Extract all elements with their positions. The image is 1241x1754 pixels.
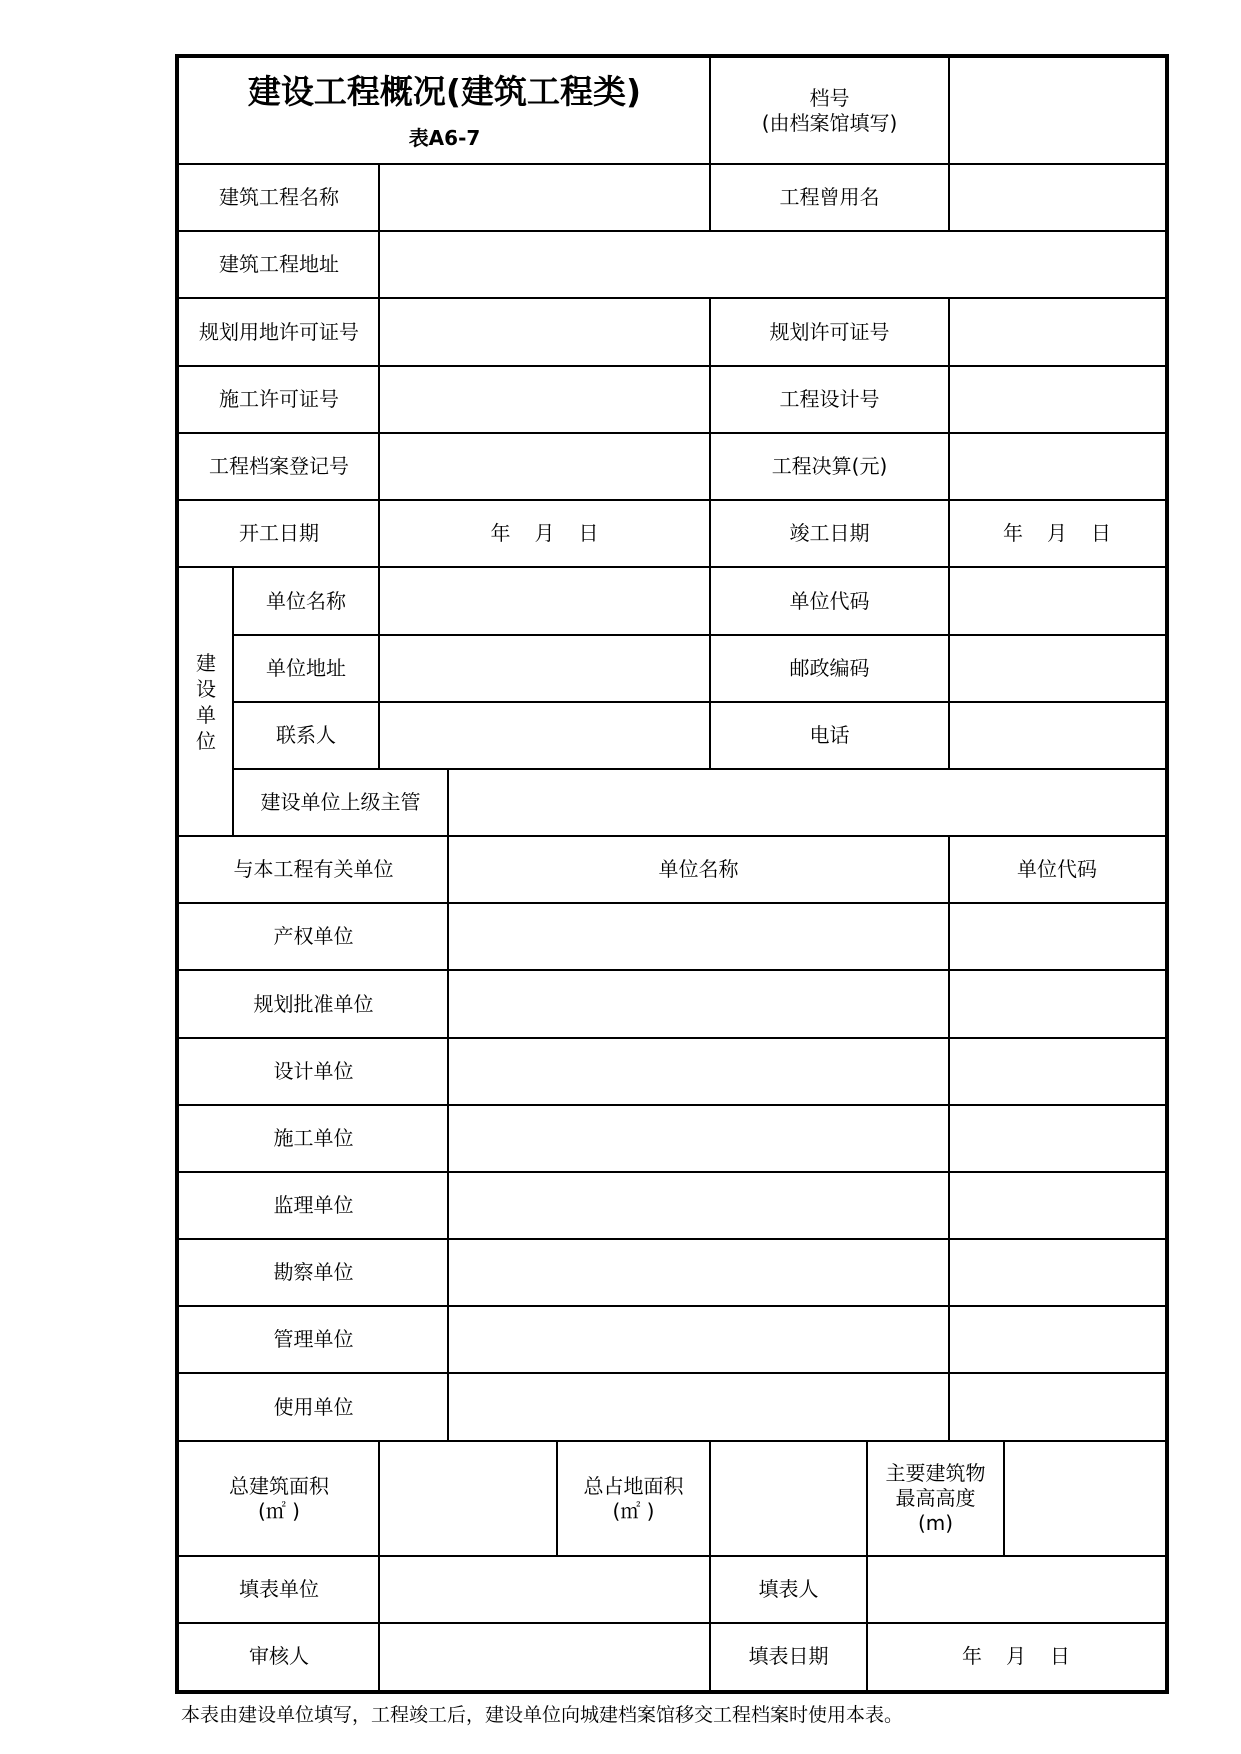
label-land-area-line: (㎡ ) [612,1498,655,1523]
input-fill-unit[interactable] [379,1556,710,1623]
project-overview-form [175,54,1169,1694]
label-filler: 填表人 [758,1577,819,1601]
date-part-1: 月 [534,521,555,545]
related-row-code-input[interactable] [949,1105,1165,1172]
related-row-name-input[interactable] [448,1239,949,1306]
related-row-name-input[interactable] [448,970,949,1038]
related-row-label: 使用单位 [273,1394,354,1419]
input-start-date[interactable] [379,500,710,567]
input-unit-address[interactable] [379,635,710,702]
label-project-name: 建筑工程名称 [219,185,339,209]
form-header [179,58,710,164]
label-max-height [867,1441,1004,1556]
date-part-0: 年 [490,521,511,545]
input-construction-permit[interactable] [379,366,710,433]
related-row-code-input[interactable] [949,1038,1165,1105]
input-max-height[interactable] [1004,1441,1165,1556]
label-unit-code: 单位代码 [789,588,870,613]
related-row-name-input[interactable] [448,1172,949,1239]
label-reviewer: 审核人 [249,1644,309,1668]
input-fill-date[interactable] [867,1623,1165,1690]
input-completion-date[interactable] [949,500,1165,567]
related-row-code-input[interactable] [949,1172,1165,1239]
label-fill-unit: 填表单位 [239,1577,319,1601]
label-final-account: 工程决算(元) [771,454,888,478]
label-fill-date: 填表日期 [748,1644,829,1668]
date-part-0: 年 [962,1644,982,1668]
date-part-0: 年 [1003,521,1023,545]
related-row-code-input[interactable] [949,970,1165,1038]
related-row-name-input[interactable] [448,1306,949,1373]
input-filler[interactable] [867,1556,1165,1623]
label-contact: 联系人 [276,723,336,747]
related-row-name-input[interactable] [448,1105,949,1172]
builder-group-char: 单 [196,702,216,727]
footer-note: 本表由建设单位填写，工程竣工后，建设单位向城建档案馆移交工程档案时使用本表。 [181,1704,904,1726]
label-phone: 电话 [809,723,850,747]
related-row-label: 勘察单位 [273,1260,354,1284]
archive-no-label [710,58,949,164]
label-construction-permit: 施工许可证号 [219,387,339,411]
related-row-name-input[interactable] [448,1373,949,1441]
label-max-height-line: 最高高度 [895,1486,976,1510]
related-row-code-input[interactable] [949,1239,1165,1306]
input-archive-reg-no[interactable] [379,433,710,500]
date-part-2: 日 [1050,1644,1070,1668]
date-part-2: 日 [578,521,599,545]
label-total-floor-area-line: 总建筑面积 [229,1473,329,1498]
label-former-name: 工程曾用名 [779,185,880,209]
input-unit-code[interactable] [949,567,1165,635]
label-max-height-line: 主要建筑物 [885,1461,986,1485]
related-row-name-input[interactable] [448,1038,949,1105]
label-unit-address: 单位地址 [266,656,346,680]
input-project-name[interactable] [379,164,710,231]
label-total-floor-area [179,1441,379,1556]
date-part-1: 月 [1006,1644,1026,1668]
input-unit-name[interactable] [379,567,710,635]
archive-no-label: 档号 [809,86,850,110]
input-phone[interactable] [949,702,1165,769]
input-contact[interactable] [379,702,710,769]
related-header: 与本工程有关单位 [233,857,394,881]
label-project-address: 建筑工程地址 [219,252,339,276]
related-col-code: 单位代码 [1017,857,1097,881]
builder-group-char: 设 [196,676,216,701]
label-archive-reg-no: 工程档案登记号 [209,454,349,478]
input-total-floor-area[interactable] [379,1441,557,1556]
related-row-label: 监理单位 [273,1193,354,1217]
related-row-label: 管理单位 [273,1327,354,1351]
related-row-name-input[interactable] [448,903,949,970]
builder-group-char: 位 [196,728,216,753]
label-unit-name: 单位名称 [266,588,346,613]
related-row-code-input[interactable] [949,1306,1165,1373]
label-planning-permit: 规划许可证号 [769,319,890,344]
label-completion-date: 竣工日期 [789,521,870,545]
builder-group-label [179,567,233,836]
label-max-height-line: (m) [917,1511,954,1535]
input-land-area[interactable] [710,1441,867,1556]
archive-no-field[interactable] [949,58,1165,164]
date-part-1: 月 [1047,521,1067,545]
label-start-date: 开工日期 [239,521,319,545]
input-postal-code[interactable] [949,635,1165,702]
related-col-name: 单位名称 [658,857,739,881]
input-planning-permit[interactable] [949,298,1165,366]
table-code: 表A6-7 [408,126,481,151]
related-row-code-input[interactable] [949,903,1165,970]
date-part-2: 日 [1091,521,1111,545]
builder-group-char: 建 [196,650,216,675]
label-land-area-line: 总占地面积 [583,1473,684,1498]
related-row-label: 施工单位 [273,1126,354,1150]
related-row-label: 规划批准单位 [253,991,374,1016]
archive-no-note: (由档案馆填写) [761,111,898,135]
related-row-label: 设计单位 [273,1059,354,1083]
input-design-no[interactable] [949,366,1165,433]
label-total-floor-area-line: (㎡ ) [258,1498,300,1523]
form-title: 建设工程概况(建筑工程类) [247,71,642,111]
input-former-name[interactable] [949,164,1165,231]
label-superior: 建设单位上级主管 [260,790,421,814]
input-project-address[interactable] [379,231,1165,298]
input-land-permit[interactable] [379,298,710,366]
input-final-account[interactable] [949,433,1165,500]
related-row-code-input[interactable] [949,1373,1165,1441]
related-row-label: 产权单位 [273,924,354,948]
input-superior[interactable] [448,769,1165,836]
label-land-permit: 规划用地许可证号 [199,319,359,344]
label-postal-code: 邮政编码 [789,656,870,680]
label-design-no: 工程设计号 [779,387,880,411]
input-reviewer[interactable] [379,1623,710,1690]
label-land-area [557,1441,710,1556]
